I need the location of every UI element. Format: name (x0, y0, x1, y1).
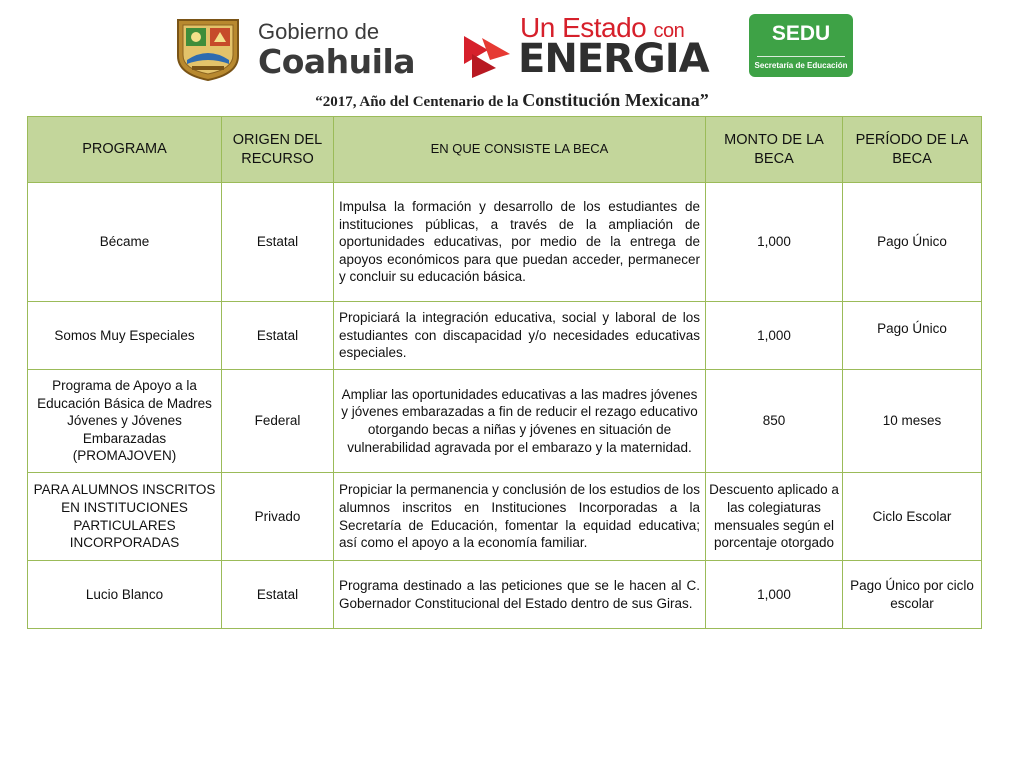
energia-arrow-icon (462, 32, 512, 80)
sedu-subtitle: Secretaría de Educación (754, 61, 848, 70)
con-text: con (653, 20, 685, 42)
cell-monto: 850 (706, 370, 843, 473)
cell-monto: 1,000 (706, 302, 843, 370)
logo-row (0, 10, 1024, 88)
cell-periodo: Pago Único (843, 183, 982, 302)
un-estado-con-energia-logo (462, 12, 724, 84)
sedu-divider (757, 56, 845, 57)
coahuila-label: Coahuila (258, 41, 416, 81)
table-row (28, 370, 982, 473)
cell-origen: Federal (222, 370, 334, 473)
energia-label: ENERGIA (518, 36, 709, 82)
table-header-row (28, 117, 982, 183)
un-estado-text: Un Estado (520, 12, 647, 43)
header-descripcion: EN QUE CONSISTE LA BECA (334, 117, 706, 183)
header-programa: PROGRAMA (28, 117, 222, 183)
cell-origen: Privado (222, 473, 334, 561)
table-row (28, 561, 982, 629)
cell-origen: Estatal (222, 302, 334, 370)
gobierno-de-label: Gobierno de (258, 18, 380, 44)
cell-periodo: 10 meses (843, 370, 982, 473)
cell-descripcion: Programa destinado a las peticiones que se le hacen al C. Gobernador Constitucional del Estado dentro de sus Giras. (334, 561, 706, 629)
cell-periodo: Pago Único (843, 302, 982, 370)
motto-line (0, 90, 1024, 111)
table-row (28, 183, 982, 302)
header-periodo: PERÍODO DE LA BECA (843, 117, 982, 183)
cell-programa: Programa de Apoyo a la Educación Básica de Madres Jóvenes y Jóvenes Embarazadas (PROMAJOVEN) (28, 370, 222, 473)
cell-programa: PARA ALUMNOS INSCRITOS EN INSTITUCIONES PARTICULARES INCORPORADAS (28, 473, 222, 561)
gobierno-coahuila-logo (172, 14, 415, 84)
becas-table (27, 116, 982, 629)
cell-origen: Estatal (222, 183, 334, 302)
cell-periodo: Pago Único por ciclo escolar (843, 561, 982, 629)
table-row (28, 302, 982, 370)
header-origen: ORIGEN DEL RECURSO (222, 117, 334, 183)
motto-part2: Constitución Mexicana” (522, 90, 709, 110)
cell-programa: Bécame (28, 183, 222, 302)
cell-programa: Lucio Blanco (28, 561, 222, 629)
sedu-title: SEDU (771, 22, 831, 45)
cell-descripcion: Impulsa la formación y desarrollo de los estudiantes de instituciones públicas, a través de la ampliación de oportunidades educativas, por medio de la entrega de apoyos económicos para que puedan acceder, permanecer y concluir su educación básica. (334, 183, 706, 302)
cell-periodo: Ciclo Escolar (843, 473, 982, 561)
coahuila-crest-icon (172, 16, 244, 82)
cell-descripcion: Propiciará la integración educativa, social y laboral de los estudiantes con discapacidad y/o necesidades educativas especiales. (334, 302, 706, 370)
cell-monto: Descuento aplicado a las colegiaturas mensuales según el porcentaje otorgado (706, 473, 843, 561)
motto-part1: “2017, Año del Centenario de la (315, 94, 519, 110)
cell-descripcion: Propiciar la permanencia y conclusión de los estudios de los alumnos inscritos en Instituciones Incorporadas a la Secretaría de Educación, fomentar la equidad educativa; así como el apoyo a la economía familiar. (334, 473, 706, 561)
sedu-logo (749, 14, 853, 77)
cell-monto: 1,000 (706, 561, 843, 629)
table-row (28, 473, 982, 561)
cell-monto: 1,000 (706, 183, 843, 302)
cell-origen: Estatal (222, 561, 334, 629)
cell-programa: Somos Muy Especiales (28, 302, 222, 370)
header-monto: MONTO DE LA BECA (706, 117, 843, 183)
cell-descripcion: Ampliar las oportunidades educativas a las madres jóvenes y jóvenes embarazadas a fin de reducir el rezago educativo otorgando becas a niñas y jóvenes en situación de vulnerabilidad agravada por el embarazo y la maternidad. (334, 370, 706, 473)
